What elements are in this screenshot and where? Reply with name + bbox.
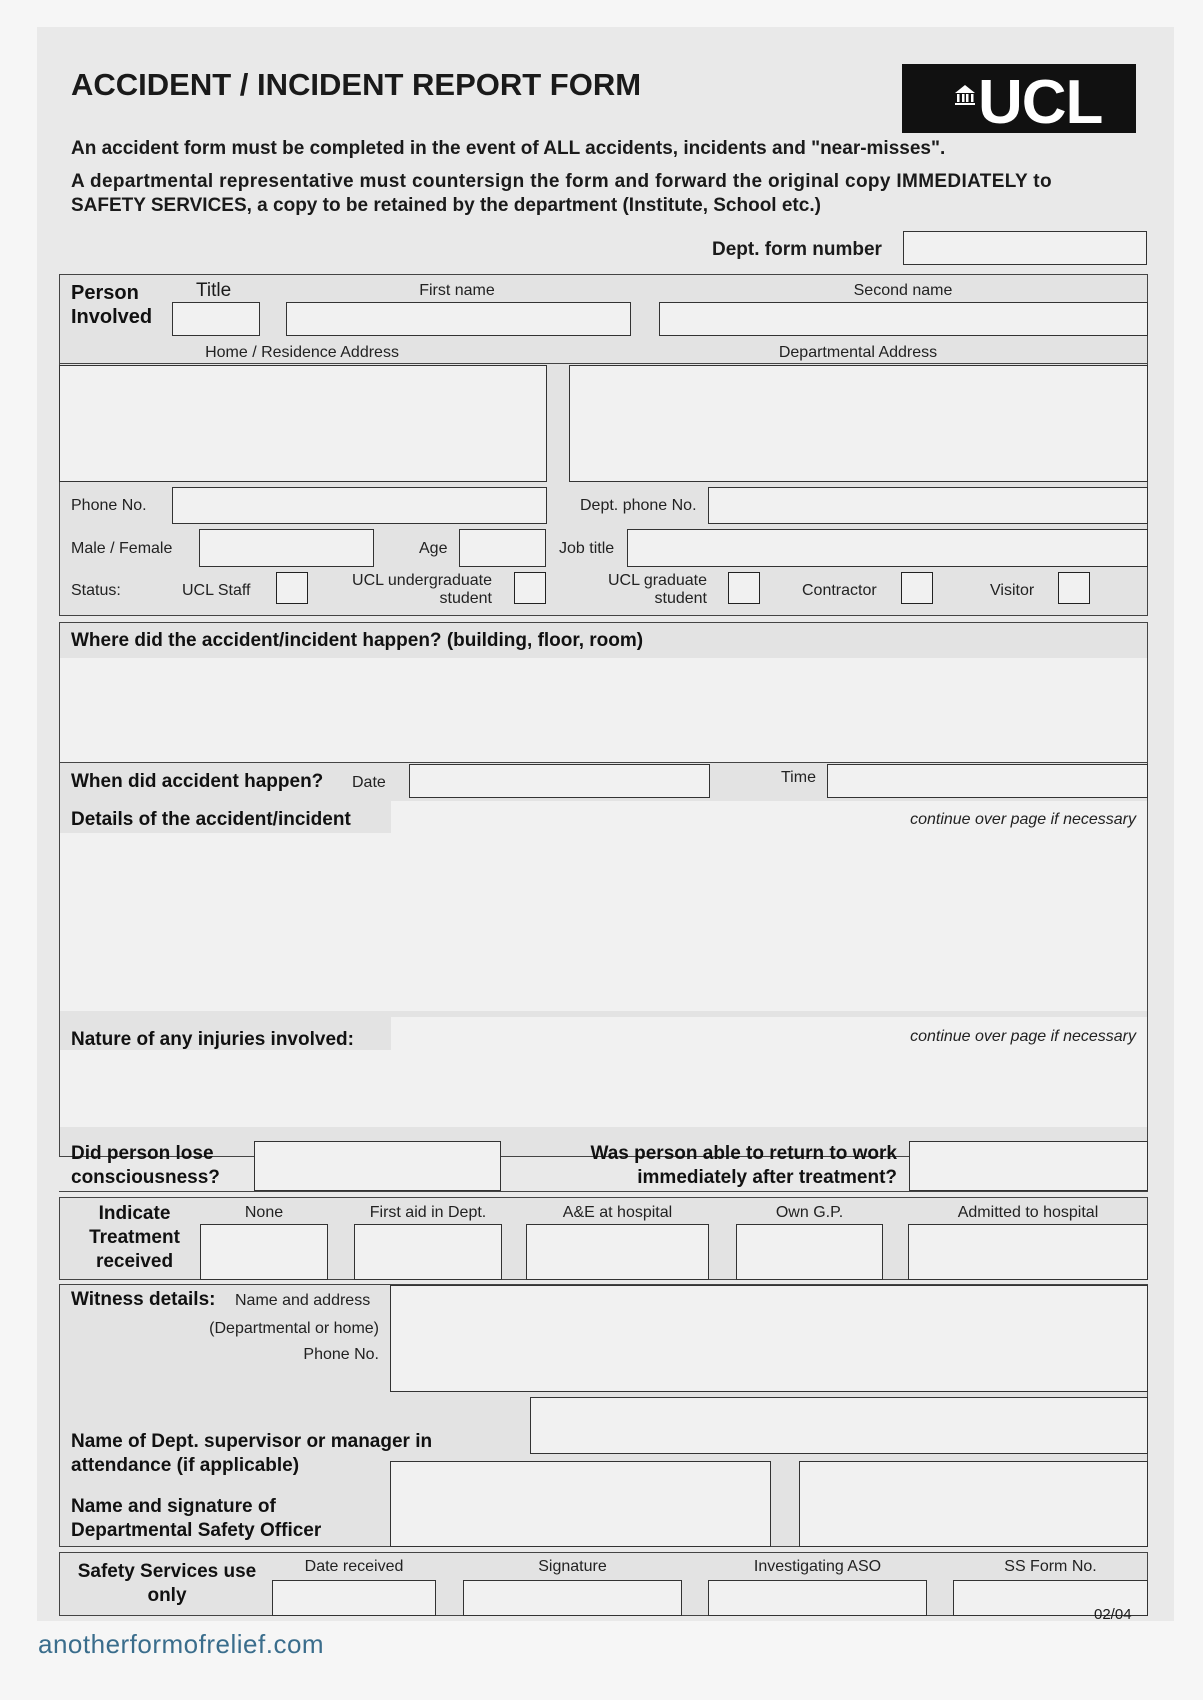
undergrad-label: UCL undergraduate student: [352, 572, 492, 607]
job-title-input[interactable]: [627, 529, 1148, 567]
return-work-input[interactable]: [909, 1141, 1148, 1191]
dept-address-label: Departmental Address: [778, 344, 938, 361]
graduate-label: UCL graduate student: [607, 572, 707, 607]
return-work-label: Was person able to return to work immediately after treatment?: [590, 1143, 897, 1188]
dso-label: Name and signature of Departmental Safety Officer: [71, 1496, 322, 1541]
intro-text-2: A departmental representative must countersign the form and forward the original copy IMMEDIATELY to: [71, 171, 1052, 192]
graduate-checkbox[interactable]: [728, 572, 760, 604]
first-name-label: First name: [419, 282, 495, 299]
home-address-input[interactable]: [59, 365, 547, 482]
title-input[interactable]: [172, 302, 260, 336]
aso-label: Investigating ASO: [753, 1558, 882, 1575]
gp-input[interactable]: [736, 1224, 883, 1280]
time-input[interactable]: [827, 764, 1148, 798]
form-title: ACCIDENT / INCIDENT REPORT FORM: [71, 67, 642, 102]
supervisor-label: Name of Dept. supervisor or manager in attendance (if applicable): [71, 1431, 433, 1476]
person-heading-2: Involved: [71, 306, 153, 328]
where-heading: Where did the accident/incident happen? (building, floor, room): [71, 630, 644, 651]
ucl-staff-checkbox[interactable]: [276, 572, 308, 604]
injuries-input-area: [60, 1050, 392, 1127]
witness-dept-home-label: (Departmental or home): [209, 1320, 379, 1337]
age-input[interactable]: [459, 529, 546, 567]
signature-input[interactable]: [463, 1580, 682, 1616]
witness-phone-label: Phone No.: [303, 1346, 379, 1363]
watermark: anotherformofrelief.com: [38, 1629, 325, 1659]
dso-name-input[interactable]: [390, 1461, 771, 1547]
title-label: Title: [196, 280, 232, 301]
contractor-checkbox[interactable]: [901, 572, 933, 604]
consciousness-label: Did person lose consciousness?: [71, 1143, 220, 1188]
logo-text: UCL: [978, 68, 1103, 137]
contractor-label: Contractor: [802, 582, 877, 599]
witness-input[interactable]: [390, 1285, 1148, 1392]
injuries-heading: Nature of any injuries involved:: [71, 1029, 354, 1050]
intro-text-3: SAFETY SERVICES, a copy to be retained by the department (Institute, School etc.): [71, 195, 821, 216]
portico-icon: [954, 84, 976, 106]
sex-input[interactable]: [199, 529, 374, 567]
signature-label: Signature: [538, 1558, 607, 1575]
second-name-label: Second name: [853, 282, 953, 299]
ae-input[interactable]: [526, 1224, 709, 1280]
dept-address-input[interactable]: [569, 365, 1148, 482]
age-label: Age: [419, 540, 448, 557]
ucl-staff-label: UCL Staff: [182, 582, 251, 599]
ss-form-label: SS Form No.: [1004, 1558, 1097, 1575]
gp-label: Own G.P.: [775, 1204, 844, 1221]
sex-label: Male / Female: [71, 540, 173, 557]
phone-label: Phone No.: [71, 497, 147, 514]
status-label: Status:: [71, 582, 121, 599]
details-input-area: [60, 833, 392, 1011]
first-aid-input[interactable]: [354, 1224, 502, 1280]
job-title-label: Job title: [559, 540, 615, 557]
dept-form-number-input[interactable]: [903, 231, 1147, 265]
dept-phone-label: Dept. phone No.: [580, 497, 697, 514]
witness-name-address-label: Name and address: [235, 1292, 371, 1309]
none-input[interactable]: [200, 1224, 328, 1280]
dept-phone-input[interactable]: [708, 487, 1148, 524]
admitted-label: Admitted to hospital: [957, 1204, 1099, 1221]
treatment-heading: Indicate Treatment received: [89, 1203, 180, 1272]
continue-note-2: continue over page if necessary: [910, 1028, 1136, 1045]
intro-text-1: An accident form must be completed in the event of ALL accidents, incidents and "near-misses".: [71, 138, 946, 159]
person-heading: Person: [71, 282, 139, 304]
first-aid-label: First aid in Dept.: [369, 1204, 487, 1221]
undergrad-checkbox[interactable]: [514, 572, 546, 604]
consciousness-input[interactable]: [254, 1141, 501, 1191]
aso-input[interactable]: [708, 1580, 927, 1616]
none-label: None: [244, 1204, 284, 1221]
witness-heading: Witness details:: [71, 1289, 216, 1310]
admitted-input[interactable]: [908, 1224, 1148, 1280]
date-label: Date: [352, 774, 386, 791]
phone-input[interactable]: [172, 487, 547, 524]
second-name-input[interactable]: [659, 302, 1148, 336]
details-heading: Details of the accident/incident: [71, 809, 351, 830]
form-page: [37, 27, 1174, 1621]
where-input[interactable]: [60, 658, 1147, 762]
first-name-input[interactable]: [286, 302, 631, 336]
dept-form-number-label: Dept. form number: [712, 239, 882, 260]
details-input[interactable]: [391, 801, 1147, 1011]
continue-note-1: continue over page if necessary: [910, 811, 1136, 828]
when-heading: When did accident happen?: [71, 771, 324, 792]
time-label: Time: [781, 769, 816, 786]
ucl-logo: [902, 64, 1136, 137]
home-address-label: Home / Residence Address: [205, 344, 399, 361]
date-input[interactable]: [409, 764, 710, 798]
ae-label: A&E at hospital: [562, 1204, 673, 1221]
date-received-label: Date received: [304, 1558, 404, 1575]
visitor-checkbox[interactable]: [1058, 572, 1090, 604]
safety-heading: Safety Services use only: [77, 1561, 257, 1606]
date-received-input[interactable]: [272, 1580, 436, 1616]
visitor-label: Visitor: [990, 582, 1035, 599]
supervisor-input[interactable]: [530, 1397, 1148, 1454]
dso-signature-input[interactable]: [799, 1461, 1148, 1547]
form-version: 02/04: [1094, 1606, 1132, 1623]
